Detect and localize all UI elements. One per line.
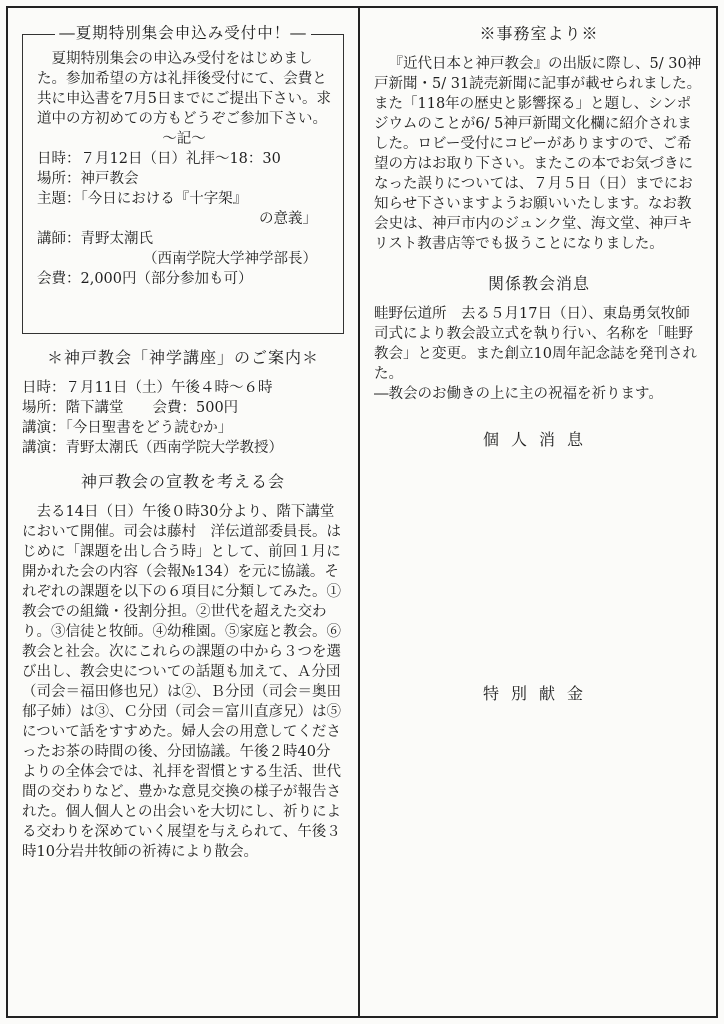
office-title: ※事務室より※ (479, 24, 599, 43)
left-column (22, 20, 344, 862)
summer-meeting-body: 夏期特別集会の申込み受付をはじめました。参加希望の方は礼拝後受付にて、会費と共に申込書を7月5日までにご提出下さい。求道中の方初めての方もどうぞご参加下さい。 (37, 51, 331, 127)
donation-title: 特別献金 (482, 684, 595, 703)
mission-title: 神戸教会の宣教を考える会 (80, 472, 285, 491)
related-blessing: ―教会のお働きの上に主の祝福を祈ります。 (374, 386, 663, 402)
summer-place: 場所：神戸教会 (37, 171, 139, 187)
seminar-title: ＊神戸教会「神学講座」のご案内＊ (46, 348, 319, 367)
related-title: 関係教会消息 (487, 274, 590, 293)
right-column (374, 20, 704, 714)
summer-meeting-title: ―夏期特別集会申込み受付中！― (23, 23, 343, 43)
seminar-topic: 講演：「今日聖書をどう読むか」 (22, 420, 233, 436)
summer-fee: 会費：2,000円（部分参加も可） (37, 271, 253, 287)
related-body: 畦野伝道所 去る５月17日（日）、東島勇気牧師司式により教会設立式を執り行い、名称を「畦野教会」と変更。また創立10周年記念誌を発刊された。 (374, 306, 697, 382)
column-divider (358, 6, 360, 1018)
mission-body: 去る14日（日）午後０時30分より、階下講堂において開催。司会は藤村 洋伝道部委員長。はじめに「課題を出し合う時」として、前回１月に開かれた会の内容（会報№134）を元に協議。それぞれの課題を以下の６項目に分類してみた。①教会での組織・役割分担。②世代を超えた交わり。③信徒と牧師。④幼稚園。⑤家庭と教会。⑥教会と社会。次にこれらの課題の中から３つを選び出し、教会史についての話題も加えて、Ａ分団（司会＝福田修也兄）は②、Ｂ分団（司会＝奥田郁子姉）は③、Ｃ分団（司会＝富川直彦兄）は⑤について話をすすめた。婦人会の用意してくださったお茶の時間の後、分団協議。午後２時40分よりの全体会では、礼拝を習慣とする生活、世代間の交わりなど、豊かな意見交換の様子が報告された。個人個人との出会いを大切にし、祈りによる交わりを深めていく展望を与えられて、午後３時10分岩井牧師の祈祷により散会。 (22, 504, 341, 860)
summer-lecturer-affiliation: （西南学院大学神学部長） (143, 251, 317, 267)
seminar-place: 場所：階下講堂 会費：500円 (22, 400, 239, 416)
office-body: 『近代日本と神戸教会』の出版に際し、5/ 30神戸新聞・5/ 31読売新聞に記事が載せられました。また「118年の歴史と影響探る」と題し、シンポジウムのことが6/ 5神戸新聞文化欄に紹介されました。ロビー受付にコピーがありますので、ご希望の方はお取り下さい。またこの本でお気づきになった誤りについては、７月５日（日）までにお知らせ下さいますようお願いいたします。なお教会史は、神戸市内のジュンク堂、海文堂、神戸キリスト教書店等でも扱うことになりました。 (374, 56, 702, 252)
seminar-date: 日時：７月11日（土）午後４時〜６時 (22, 380, 273, 396)
summer-lecturer: 講師：青野太潮氏 (37, 231, 153, 247)
summer-theme-line1: 主題：「今日における『十字架』 (37, 191, 248, 207)
summer-date: 日時：７月12日（日）礼拝〜18：30 (37, 151, 281, 167)
personal-title: 個人消息 (482, 430, 595, 449)
summer-meeting-kiki: 〜記〜 (162, 131, 206, 147)
personal-blank-area (374, 460, 704, 670)
summer-theme-line2: の意義」 (259, 211, 317, 227)
summer-meeting-box (22, 24, 344, 334)
seminar-speaker: 講演：青野太潮氏（西南学院大学教授） (22, 440, 283, 456)
